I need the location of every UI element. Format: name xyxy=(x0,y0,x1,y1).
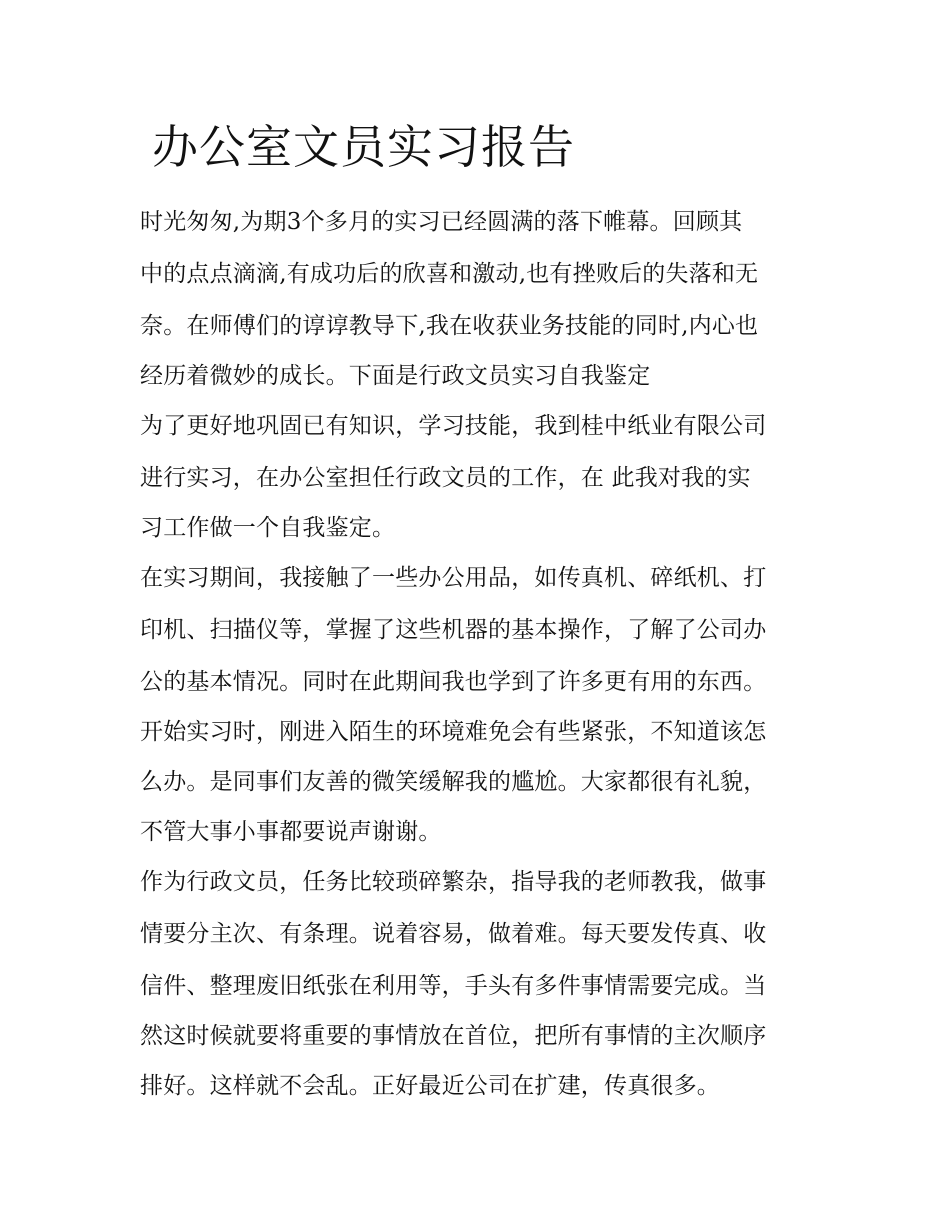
text-line-17: 然这时候就要将重要的事情放在首位，把所有事情的主次顺序 xyxy=(140,1023,767,1049)
text-line-2: 中的点点滴滴,有成功后的欣喜和激动,也有挫败后的失落和无 xyxy=(140,261,759,287)
text-line-15: 情要分主次、有条理。说着容易，做着难。每天要发传真、收 xyxy=(140,921,767,947)
text-line-5: 为了更好地巩固已有知识，学习技能，我到桂中纸业有限公司 xyxy=(140,413,767,439)
text-line-16: 信件、整理废旧纸张在利用等，手头有多件事情需要完成。当 xyxy=(140,973,767,999)
text-line-10: 公的基本情况。同时在此期间我也学到了许多更有用的东西。 xyxy=(140,669,767,695)
document-title: 办公室文员实习报告 xyxy=(152,120,575,174)
text-line-3: 奈。在师傅们的谆谆教导下,我在收获业务技能的同时,内心也 xyxy=(140,313,759,339)
text-line-1: 时光匆匆,为期3个多月的实习已经圆满的落下帷幕。回顾其 xyxy=(140,209,743,235)
text-line-18: 排好。这样就不会乱。正好最近公司在扩建，传真很多。 xyxy=(140,1073,720,1099)
text-line-13: 不管大事小事都要说声谢谢。 xyxy=(140,819,442,845)
text-line-12: 么办。是同事们友善的微笑缓解我的尴尬。大家都很有礼貌， xyxy=(140,769,767,795)
text-line-4: 经历着微妙的成长。下面是行政文员实习自我鉴定 xyxy=(140,363,651,389)
text-line-11: 开始实习时，刚进入陌生的环境难免会有些紧张，不知道该怎 xyxy=(140,719,767,745)
text-line-9: 印机、扫描仪等，掌握了这些机器的基本操作，了解了公司办 xyxy=(140,617,767,643)
text-line-14: 作为行政文员，任务比较琐碎繁杂，指导我的老师教我，做事 xyxy=(140,869,767,895)
text-line-6: 进行实习，在办公室担任行政文员的工作，在 此我对我的实 xyxy=(140,465,751,491)
text-line-7: 习工作做一个自我鉴定。 xyxy=(140,515,396,541)
text-line-8: 在实习期间，我接触了一些办公用品，如传真机、碎纸机、打 xyxy=(140,565,767,591)
